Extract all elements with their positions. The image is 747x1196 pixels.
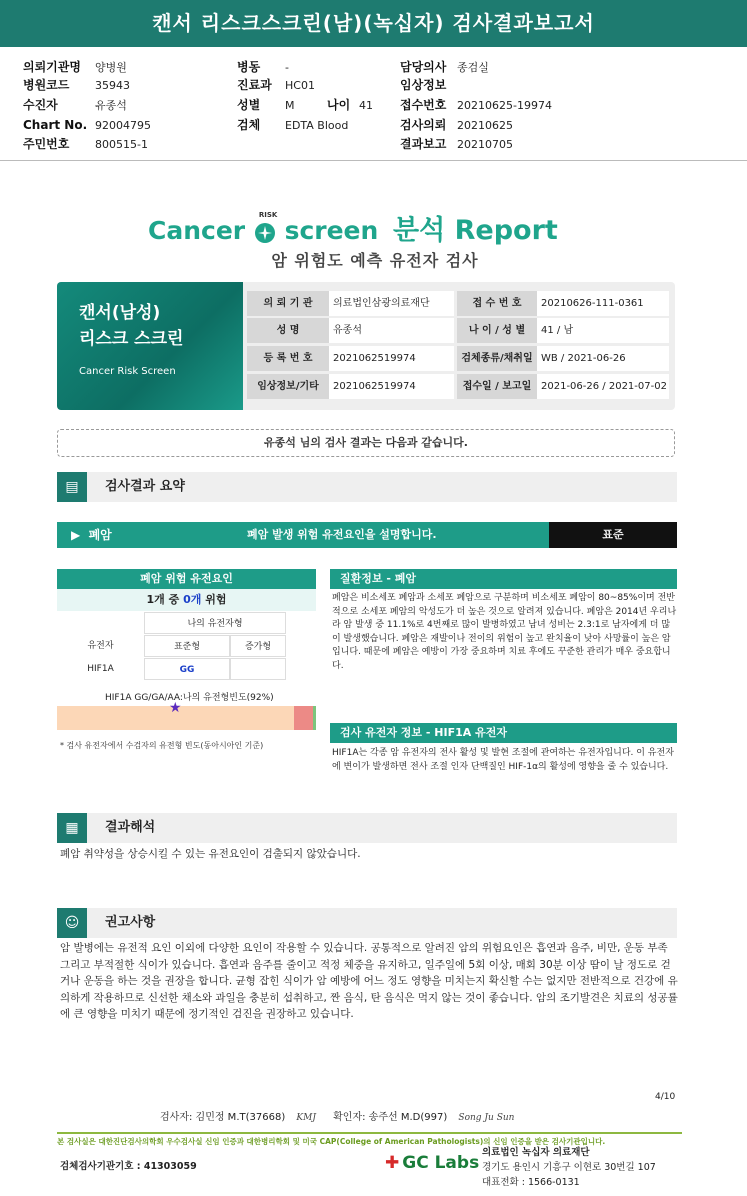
interpretation-section-header xyxy=(57,813,677,843)
summary-desc: 폐암 발생 위험 유전요인을 설명합니다. xyxy=(247,528,437,541)
info-value: 41 / 남 xyxy=(537,318,669,343)
header-value: 35943 xyxy=(95,78,130,92)
info-label: 나 이 / 성 별 xyxy=(457,318,537,343)
banner-line2: 리스크 스크린 xyxy=(79,329,184,349)
header-divider xyxy=(0,160,747,161)
doctor-icon: ☺ xyxy=(57,908,87,938)
interpretation-title: 결과해석 xyxy=(105,820,156,835)
header-col1 xyxy=(23,56,151,152)
recommendation-text: 암 발병에는 유전적 요인 이외에 다양한 요인이 작용할 수 있습니다. 공통적으로 알려진 암의 위험요인은 흡연과 음주, 비만, 운동 부족 그리고 부적절한 식이가 있습니다. 흡연과 음주를 줄이고 적정 체중을 유지하고, 일주일에 5회 이상, 매회 30분 이상 땀이 날 정도로 걷거나 운동을 하는 것을 권장을 합니다. 균형 잡힌 식이가 암 예방에 어느 정도 영향을 미치는지 확신할 수는 없지만 전반적으로 건강에 유의하게 작용하므로 신선한 채소와 과일을 충분히 섭취하고, 짠 음식, 탄 음식은 먹지 않는 것이 좋습니다. 암의 조기발견은 치료의 성공률에 큰 영향을 미치기 때문에 정기적인 검진을 권장하고 있습니다. xyxy=(60,942,678,1020)
header-label: 결과보고 xyxy=(400,136,447,151)
header-value: 유종석 xyxy=(95,98,127,112)
genotype-table-head: 나의 유전자형 xyxy=(144,612,286,634)
info-label: 성 명 xyxy=(247,318,329,343)
info-value: WB / 2021-06-26 xyxy=(537,346,669,371)
header-label: 담당의사 xyxy=(400,60,447,74)
header-label: 진료과 xyxy=(237,77,272,92)
institution-code: 검체검사기관기호 : 41303059 xyxy=(60,1161,197,1172)
banner-line1: 캔서(남성) xyxy=(79,303,161,323)
header-value: 92004795 xyxy=(95,118,151,132)
genotype-increase xyxy=(230,658,286,680)
risk-count-suffix: 위험 xyxy=(201,593,227,606)
confirmer-signature: Song Ju Sun xyxy=(458,1113,515,1123)
age-value: 41 xyxy=(359,98,373,112)
info-value: 20210626-111-0361 xyxy=(537,291,669,316)
info-label: 임상정보/기타 xyxy=(247,374,329,399)
header-value: M xyxy=(285,98,295,112)
tester-signature: KMJ xyxy=(296,1113,316,1123)
disease-header: 질환정보 - 폐암 xyxy=(330,569,677,589)
summary-cancer-label: 폐암 xyxy=(88,528,112,542)
header-label: 성별 xyxy=(237,97,261,112)
header-label: 주민번호 xyxy=(23,136,70,151)
header-value: EDTA Blood xyxy=(285,118,349,132)
header-label: 병원코드 xyxy=(23,77,70,92)
brand-screen: screen xyxy=(284,216,379,245)
info-value: 의료법인삼광의료재단 xyxy=(329,291,454,316)
header-label: 수진자 xyxy=(23,97,58,112)
result-notice: 유종석 님의 검사 결과는 다음과 같습니다. xyxy=(57,429,675,457)
banner-english: Cancer Risk Screen xyxy=(79,366,176,377)
report-title: 캔서 리스크스크린(남)(녹십자) 검사결과보고서 xyxy=(0,0,747,47)
info-label: 접수일 / 보고일 xyxy=(457,374,537,399)
header-label: 접수번호 xyxy=(400,97,447,112)
certification-text: 본 검사실은 대한진단검사의학회 우수검사실 신임 인증과 대한병리학회 및 미국 CAP(College of American Pathologists)의 신임 인증을 받은 검사기관입니다. xyxy=(57,1137,606,1146)
info-label: 검체종류/채취일 xyxy=(457,346,537,371)
header-value: HC01 xyxy=(285,78,315,92)
header-label: 임상정보 xyxy=(400,77,447,92)
brand-cancer: Cancer xyxy=(148,216,246,245)
risk-count-value: 0개 xyxy=(183,593,202,606)
risk-factor-header: 폐암 위험 유전요인 xyxy=(57,569,316,589)
my-genotype-star-icon: ★ xyxy=(169,700,182,716)
header-value: 800515-1 xyxy=(95,137,148,151)
header-label: 검사의뢰 xyxy=(400,117,447,132)
summary-section-header xyxy=(57,472,677,502)
clipboard-icon: ▦ xyxy=(57,813,87,843)
brand-report: 분석 Report xyxy=(393,215,558,246)
frequency-note: * 검사 유전자에서 수검자의 유전형 빈도(동아시아인 기준) xyxy=(60,741,264,750)
brand-subtitle: 암 위험도 예측 유전자 검사 xyxy=(271,251,479,270)
organization-phone: 대표전화 : 1566-0131 xyxy=(482,1177,580,1188)
header-value: 양병원 xyxy=(95,61,127,74)
header-value: 20210705 xyxy=(457,137,513,151)
header-label: 병동 xyxy=(237,60,261,74)
organization-info xyxy=(482,1145,656,1190)
gene-column-head: 유전자 xyxy=(87,641,114,651)
info-label: 접 수 번 호 xyxy=(457,291,537,316)
organization-name: 의료법인 녹십자 의료재단 xyxy=(482,1147,590,1158)
info-value: 2021062519974 xyxy=(329,374,454,399)
age-label: 나이 xyxy=(327,97,351,112)
brand-logo xyxy=(148,208,598,247)
genotype-standard: GG xyxy=(144,658,230,680)
summary-cancer xyxy=(71,522,112,548)
gc-labs-logo xyxy=(385,1153,479,1173)
header-col2 xyxy=(237,56,373,133)
clover-icon xyxy=(254,211,278,243)
recommendation-title: 권고사항 xyxy=(105,915,156,930)
info-value: 유종석 xyxy=(329,318,454,343)
signers xyxy=(160,1108,514,1123)
frequency-bar xyxy=(57,706,316,730)
info-value: 2021062519974 xyxy=(329,346,454,371)
interpretation-text: 폐암 취약성을 상승시킬 수 있는 유전요인이 검출되지 않았습니다. xyxy=(60,848,361,860)
page-number: 4/10 xyxy=(655,1092,676,1102)
summary-status: 표준 xyxy=(549,522,677,548)
gene-name: HIF1A xyxy=(87,664,114,674)
risk-count xyxy=(57,589,316,611)
header-label: Chart No. xyxy=(23,117,88,132)
gc-cross-icon: ✚ xyxy=(385,1153,400,1173)
info-label: 의 뢰 기 관 xyxy=(247,291,329,316)
organization-address: 경기도 용인시 기흥구 이현로 30번길 107 xyxy=(482,1162,656,1173)
confirmer: 확인자: 송주선 M.D(997) xyxy=(333,1112,448,1123)
standard-column-head: 표준형 xyxy=(144,635,230,657)
brand-risk: RISK xyxy=(258,211,278,219)
frequency-label: HIF1A GG/GA/AA:나의 유전형빈도(92%) xyxy=(105,693,274,703)
gene-info-text: HIF1A는 각종 암 유전자의 전사 활성 및 발현 조절에 관여하는 유전자입니다. 이 유전자에 변이가 발생하면 전사 조절 인자 단백질인 HIF-1α의 활성에 영향을 줄 수 있습니다. xyxy=(332,748,674,772)
header-value: 20210625-19974 xyxy=(457,98,552,112)
gc-labs-name: GC Labs xyxy=(402,1153,480,1173)
frequency-bar-edge xyxy=(313,706,316,730)
disease-text: 폐암은 비소세포 폐암과 소세포 폐암으로 구분하며 비소세포 폐암이 80~85%이며 전반적으로 소세포 폐암의 악성도가 더 높은 것으로 알려져 있습니다. 폐암은 2014년 우리나라 암 발생 중 11.1%로 4번째로 많이 발병하였고 남녀 성비는 2.3:1로 남자에게 더 많이 발생했습니다. 폐암은 재발이나 전이의 위험이 높고 완치율이 낮아 사망률이 높은 암입니다. 때문에 폐암은 예방이 가장 중요하며 치료 후에도 꾸준한 관리가 매우 중요합니다. xyxy=(332,593,677,671)
footer-divider xyxy=(57,1132,682,1134)
recommendation-section-header xyxy=(57,908,677,938)
header-value: 종검실 xyxy=(457,61,489,74)
tester: 검사자: 김민정 M.T(37668) xyxy=(160,1112,286,1123)
header-col3 xyxy=(400,56,552,152)
increase-column-head: 증가형 xyxy=(230,635,286,657)
header-label: 검체 xyxy=(237,117,261,132)
report-icon: ▤ xyxy=(57,472,87,502)
info-label: 등 록 번 호 xyxy=(247,346,329,371)
summary-title: 검사결과 요약 xyxy=(105,479,185,494)
header-label: 의뢰기관명 xyxy=(23,60,81,74)
header-value: 20210625 xyxy=(457,118,513,132)
summary-result-bar xyxy=(57,522,677,548)
gene-info-header: 검사 유전자 정보 - HIF1A 유전자 xyxy=(330,723,677,743)
risk-count-prefix: 1개 중 xyxy=(146,593,184,606)
play-icon: ▶ xyxy=(71,528,81,542)
header-value: - xyxy=(285,61,289,74)
test-banner xyxy=(57,282,243,410)
info-value: 2021-06-26 / 2021-07-02 xyxy=(537,374,669,399)
